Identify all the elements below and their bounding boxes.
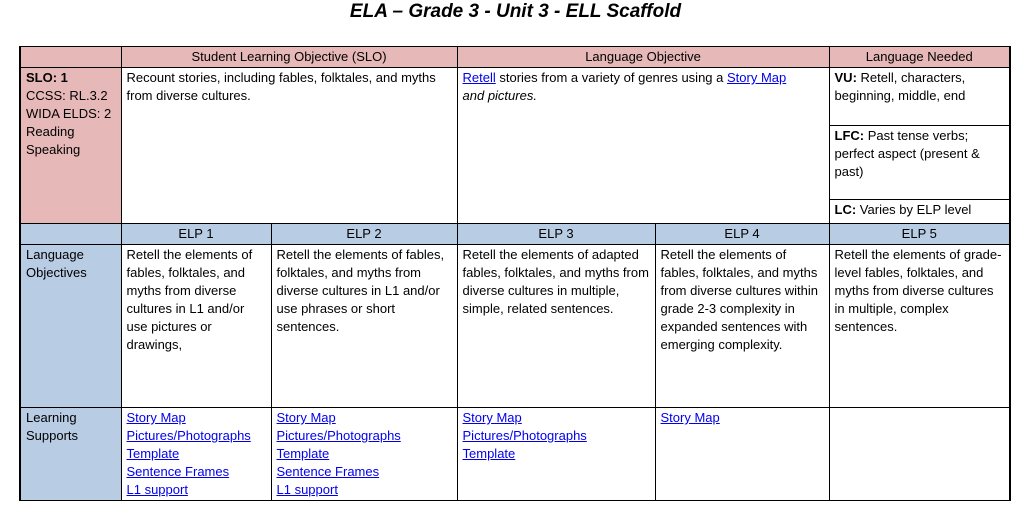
slo-info-cell: [20, 68, 121, 224]
elp5-objective: Retell the elements of grade-level fables, folktales, and myths from diverse cultures in multiple, complex sentences.: [829, 245, 1010, 408]
elp3-pictures-link[interactable]: Pictures/Photographs: [462, 428, 587, 443]
elp4-objective: Retell the elements of fables, folktales, and myths from diverse cultures within grade 2-3 complexity in expanded sentences with emerging complexity.: [655, 245, 829, 408]
language-objectives-label-cell: [20, 245, 121, 408]
language-objective-end: and pictures.: [462, 88, 537, 103]
language-objectives-label-2: Objectives: [26, 265, 87, 280]
ell-scaffold-table: [19, 46, 1011, 501]
elp1-l1-support-link[interactable]: L1 support: [126, 482, 188, 497]
slo-header: Student Learning Objective (SLO): [121, 47, 457, 68]
slo-label: SLO: 1: [26, 70, 68, 85]
elp3-objective: Retell the elements of adapted fables, folktales, and myths from diverse cultures in multiple, simple, related sentences.: [457, 245, 655, 408]
domain-speaking: Speaking: [26, 142, 81, 157]
elp2-sentence-frames-link[interactable]: Sentence Frames: [276, 464, 380, 479]
elp1-sentence-frames-link[interactable]: Sentence Frames: [126, 464, 230, 479]
slo-text-cell: [121, 68, 457, 224]
elp2-l1-support-link[interactable]: L1 support: [276, 482, 338, 497]
language-objective-mid: stories from a variety of genres using a: [495, 70, 727, 85]
learning-supports-label-cell: [20, 408, 121, 501]
language-needed-cell: [829, 68, 1010, 224]
elp3-supports: [457, 408, 655, 501]
retell-link[interactable]: Retell: [462, 70, 496, 85]
language-needed-header: Language Needed: [829, 47, 1010, 68]
vu-text: Retell, characters, beginning, middle, end: [834, 70, 966, 103]
vu-block: [830, 68, 1010, 126]
language-objective-cell: [457, 68, 829, 224]
vu-label: VU:: [834, 70, 857, 85]
elp4-story-map-link[interactable]: Story Map: [660, 410, 720, 425]
elp5-header: ELP 5: [829, 224, 1010, 245]
language-objective-header: Language Objective: [457, 47, 829, 68]
slo-text: Recount stories, including fables, folktales, and myths from diverse cultures.: [126, 70, 436, 103]
lfc-block: [830, 126, 1010, 200]
wida-label: WIDA ELDS: 2: [26, 106, 112, 121]
elp1-template-link[interactable]: Template: [126, 446, 180, 461]
lc-label: LC:: [834, 202, 857, 217]
ccss-label: CCSS: RL.3.2: [26, 88, 108, 103]
elp1-header: ELP 1: [121, 224, 271, 245]
elp1-supports: [121, 408, 271, 501]
elp1-story-map-link[interactable]: Story Map: [126, 410, 186, 425]
lc-text: Varies by ELP level: [856, 202, 972, 217]
corner-cell: [20, 47, 121, 68]
lfc-label: LFC:: [834, 128, 865, 143]
elp3-template-link[interactable]: Template: [462, 446, 516, 461]
elp2-header: ELP 2: [271, 224, 457, 245]
elp5-supports: [829, 408, 1010, 501]
elp1-pictures-link[interactable]: Pictures/Photographs: [126, 428, 251, 443]
elp2-objective: Retell the elements of fables, folktales, and myths from diverse cultures in L1 and/or use phrases or short sentences.: [271, 245, 457, 408]
elp2-template-link[interactable]: Template: [276, 446, 330, 461]
elp-corner-cell: [20, 224, 121, 245]
elp1-objective: Retell the elements of fables, folktales, and myths from diverse cultures in L1 and/or use pictures or drawings,: [121, 245, 271, 408]
learning-supports-label-1: Learning: [26, 410, 77, 425]
domain-reading: Reading: [26, 124, 75, 139]
language-objectives-label-1: Language: [26, 247, 84, 262]
elp3-header: ELP 3: [457, 224, 655, 245]
story-map-link[interactable]: Story Map: [726, 70, 787, 85]
document-title: ELA – Grade 3 - Unit 3 - ELL Scaffold: [349, 1, 682, 22]
elp4-header: ELP 4: [655, 224, 829, 245]
elp2-supports: [271, 408, 457, 501]
lc-block: [830, 200, 1010, 222]
elp3-story-map-link[interactable]: Story Map: [462, 410, 522, 425]
lfc-text: Past tense verbs; perfect aspect (present & past): [834, 128, 980, 179]
elp2-story-map-link[interactable]: Story Map: [276, 410, 336, 425]
elp2-pictures-link[interactable]: Pictures/Photographs: [276, 428, 401, 443]
learning-supports-label-2: Supports: [26, 428, 79, 443]
elp4-supports: [655, 408, 829, 501]
